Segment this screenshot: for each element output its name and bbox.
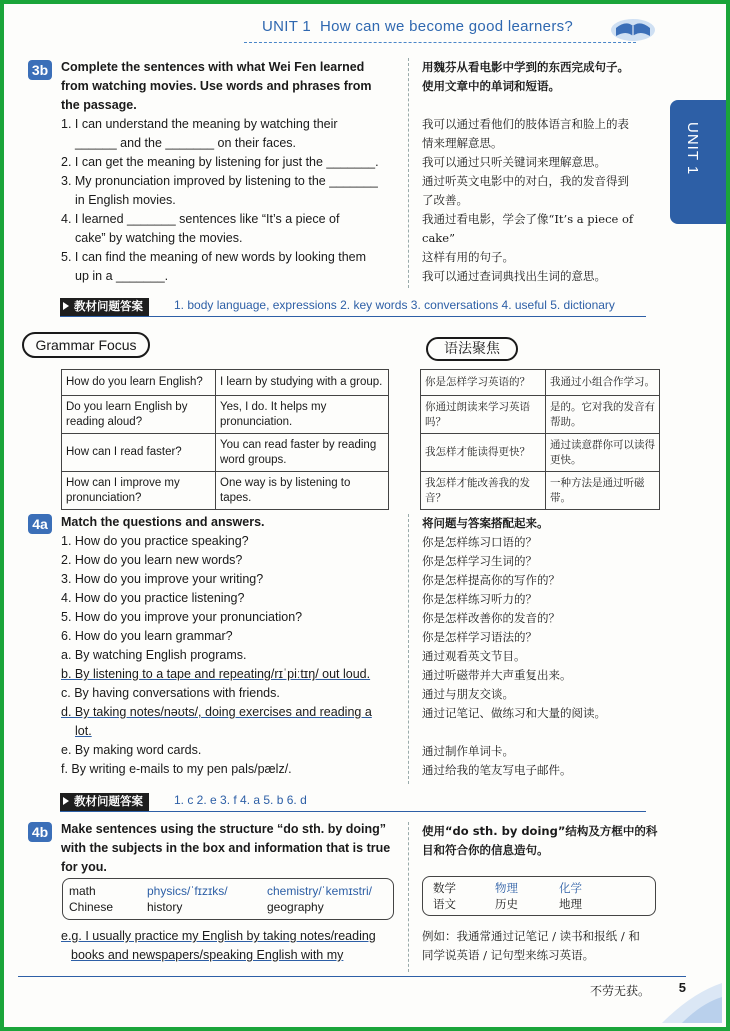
- page-header: [244, 14, 636, 40]
- subjects-box-zh: 数学 语文 物理 历史 化学 地理: [422, 876, 656, 916]
- questions-4a-zh: 你是怎样练习口语的？ 你是怎样学习生词的？ 你是怎样提高你的写作的？ 你是怎样练习听力的？ 你是怎样改善你的发音的？ 你是怎样学习语法的？ 通过观看英文节目。 通过听磁带并大声重复出来。 通过与朋友交谈。 通过记笔记、做练习和大量的阅读。 通过制作单词卡。 通过给我的笔友写电子邮件。: [422, 535, 606, 777]
- section-badge-4b: 4b: [28, 822, 52, 842]
- example-4b-zh: 例如：我通常通过记笔记 / 读书和报纸 / 和 同学说英语 / 记句型来练习英语。: [422, 929, 640, 962]
- item-5: 5. I can find the meaning of new words by looking them: [61, 250, 367, 264]
- item-2: 2. I can get the meaning by listening for just the _______.: [61, 155, 379, 169]
- column-divider-4b: [408, 822, 409, 972]
- example-4b-en: e.g. I usually practice my English by taking notes/reading books and newspapers/speaking English with my: [61, 929, 376, 962]
- answer-tag: 教材问题答案: [60, 298, 149, 316]
- instruction-3b-en: Complete the sentences with what Wei Fen learned from watching movies. Use words and phrases from the passage.: [61, 60, 372, 112]
- answer-tag-4a: 教材问题答案: [60, 793, 149, 811]
- exercise-3b-zh: 我可以通过看他们的肢体语言和脸上的表 情来理解意思。 我可以通过只听关键词来理解意思。 通过听英文电影中的对白，我的发音得到 了改善。 我通过看电影，学会了像“It’s a piece of cake” 这样有用的句子。 我可以通过查词典找出生词的意思。: [422, 117, 634, 283]
- footer-rule: [18, 976, 686, 977]
- grammar-table-zh: 你是怎样学习英语的？ 我通过小组合作学习。 你通过朗读来学习英语吗？ 是的。它对我的发音有帮助。 我怎样才能读得更快？ 通过读意群你可以读得更快。 我怎样才能改善我的发音？ 一种方法是通过听磁带。: [420, 369, 660, 510]
- page-number: 5: [678, 980, 686, 995]
- corner-wave-decoration: [662, 983, 722, 1023]
- unit-side-tab: UNIT 1: [670, 100, 726, 224]
- instruction-4a-en: Match the questions and answers.: [61, 515, 265, 529]
- grammar-focus-title-zh: 语法聚焦: [426, 337, 518, 361]
- item-4: 4. I learned _______ sentences like “It’s a piece of: [61, 212, 340, 226]
- book-icon: [610, 12, 656, 42]
- section-badge-3b: 3b: [28, 60, 52, 80]
- header-rule: [244, 42, 636, 43]
- footer-motto: 不劳无获。: [589, 984, 650, 998]
- instruction-4b-en: Make sentences using the structure “do sth. by doing” with the subjects in the box and information that is true for you.: [61, 822, 391, 874]
- grammar-focus-title: Grammar Focus: [22, 332, 150, 358]
- answer-bar-3b: [60, 298, 646, 317]
- item-4-cont: cake” by watching the movies.: [75, 231, 243, 245]
- instruction-3b-zh: 用魏芬从看电影中学到的东西完成句子。 使用文章中的单词和短语。: [422, 60, 629, 93]
- subjects-box-en: math Chinese physics/ˈfɪzɪks/ history chemistry/ˈkemɪstri/ geography: [62, 878, 394, 920]
- section-badge-4a: 4a: [28, 514, 52, 534]
- answer-text-3b: 1. body language, expressions 2. key words 3. conversations 4. useful 5. dictionary: [174, 298, 615, 312]
- grammar-table-en: How do you learn English? I learn by studying with a group. Do you learn English by reading aloud? Yes, I do. It helps my pronunciation. How can I read faster? You can read faster by reading word groups. How can I improve my pronunciation? One way is by listening to tapes.: [61, 369, 389, 510]
- answer-bar-4a: [60, 793, 646, 812]
- item-3: 3. My pronunciation improved by listening to the _______: [61, 174, 378, 188]
- column-divider-4a: [408, 514, 409, 784]
- questions-4a-en: 1. How do you practice speaking? 2. How do you learn new words? 3. How do you improve your writing? 4. How do you practice listening? 5. How do you improve your pronunciation? 6. How do you learn grammar? a. By watching English programs. b. By listening to a tape and repeating/rɪˈpiːtɪŋ/ out loud. c. By having conversations with friends. d. By taking notes/nəʊts/, doing exercises and reading a lot. e. By making word cards. f. By writing e-mails to my pen pals/pælz/.: [61, 534, 372, 776]
- instruction-4b-zh: 使用“do sth. by doing”结构及方框中的科 目和符合你的信息造句。: [422, 824, 658, 857]
- item-1: 1. I can understand the meaning by watching their: [61, 117, 338, 131]
- instruction-4a-zh: 将问题与答案搭配起来。: [422, 516, 549, 530]
- item-5-cont: up in a _______.: [75, 269, 169, 283]
- answer-text-4a: 1. c 2. e 3. f 4. a 5. b 6. d: [174, 793, 307, 807]
- item-1-cont: ______ and the _______ on their faces.: [75, 136, 297, 150]
- column-divider: [408, 58, 409, 288]
- exercise-3b-en: [61, 115, 396, 286]
- unit-title: UNIT 1 How can we become good learners?: [262, 18, 574, 35]
- item-3-cont: in English movies.: [75, 193, 176, 207]
